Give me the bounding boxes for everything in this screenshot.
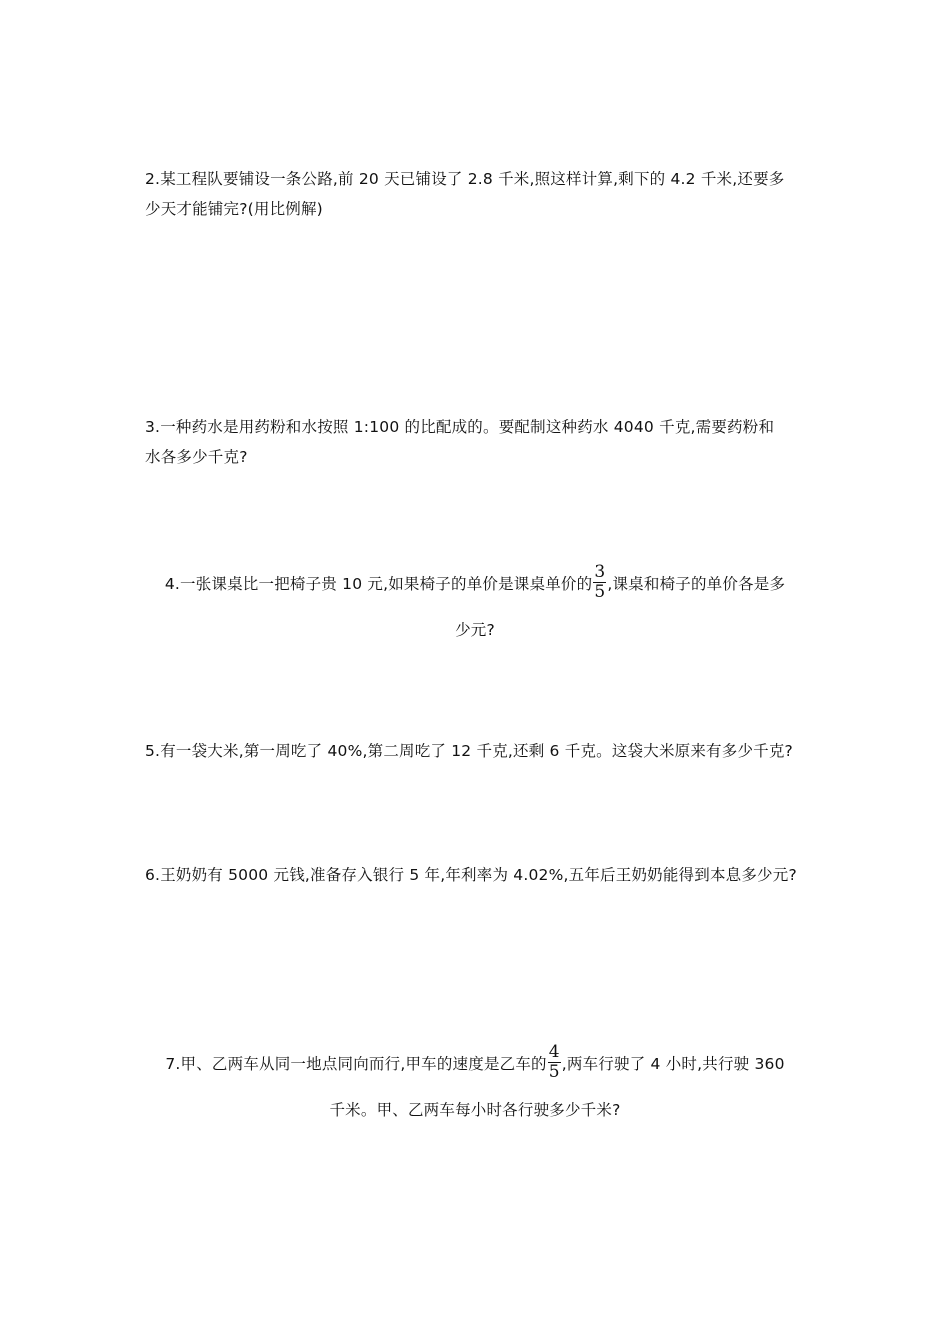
- question-4: [0, 562, 950, 645]
- question-4-line-2: 少元?: [455, 621, 495, 639]
- question-4-text-before: 4.一张课桌比一把椅子贵 10 元,如果椅子的单价是课桌单价的: [164, 575, 593, 593]
- question-4-text-after: ,课桌和椅子的单价各是多: [607, 575, 786, 593]
- question-3-line-2: 水各多少千克?: [145, 448, 248, 466]
- question-2-line-2: 少天才能铺完?(用比例解): [145, 200, 323, 218]
- question-4-line-1: [0, 562, 950, 603]
- question-2-line-1: 2.某工程队要铺设一条公路,前 20 天已铺设了 2.8 千米,照这样计算,剩下的 4.2 千米,还要多: [145, 170, 785, 188]
- question-7: [0, 1042, 950, 1125]
- fraction-numerator: 3: [594, 562, 606, 582]
- question-5-line-1: 5.有一袋大米,第一周吃了 40%,第二周吃了 12 千克,还剩 6 千克。这袋大米原来有多少千克?: [145, 742, 793, 760]
- question-6: [145, 860, 797, 890]
- question-7-text-after: ,两车行驶了 4 小时,共行驶 360: [561, 1055, 785, 1073]
- fraction-numerator: 4: [548, 1042, 560, 1062]
- question-7-line-1: [0, 1042, 950, 1083]
- fraction-three-fifths: [593, 564, 606, 601]
- question-3: [145, 412, 774, 472]
- question-2: [145, 164, 784, 224]
- question-5: [145, 736, 793, 766]
- question-6-line-1: 6.王奶奶有 5000 元钱,准备存入银行 5 年,年利率为 4.02%,五年后王奶奶能得到本息多少元?: [145, 866, 797, 884]
- fraction-four-fifths: [548, 1044, 561, 1081]
- question-3-line-1: 3.一种药水是用药粉和水按照 1:100 的比配成的。要配制这种药水 4040 千克,需要药粉和: [145, 418, 775, 436]
- question-7-text-before: 7.甲、乙两车从同一地点同向而行,甲车的速度是乙车的: [165, 1055, 547, 1073]
- question-7-line-2: 千米。甲、乙两车每小时各行驶多少千米?: [329, 1101, 621, 1119]
- fraction-denominator: 5: [548, 1062, 560, 1082]
- fraction-denominator: 5: [594, 582, 606, 602]
